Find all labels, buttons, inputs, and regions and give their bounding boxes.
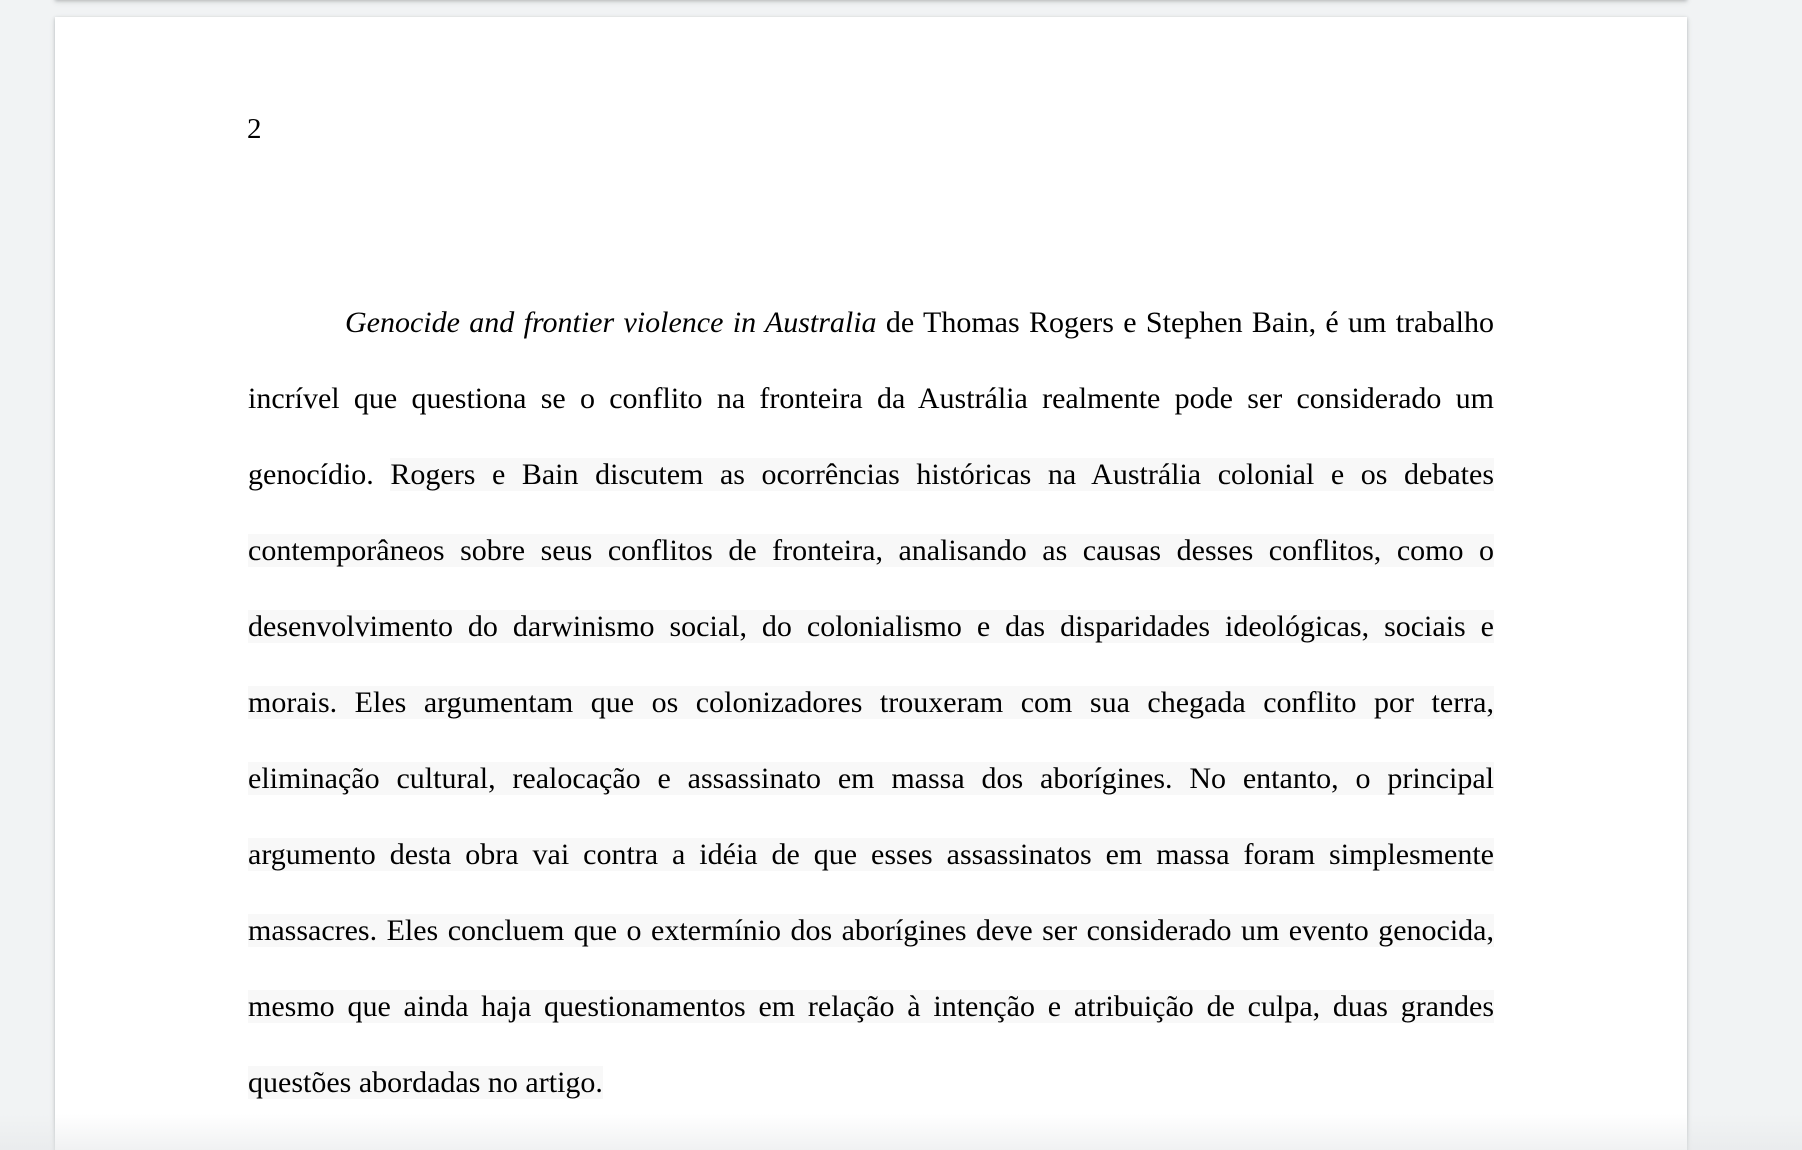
book-title: Genocide and frontier violence in Australia <box>345 306 877 339</box>
document-page[interactable] <box>55 17 1687 1150</box>
paragraph-text: de Thomas Rogers e Stephen Bain, é um trabalho incrível que questiona se o conflito na fronteira da Austrália realmente pode ser considerado um genocídio. <box>248 306 1494 491</box>
body-paragraph[interactable] <box>248 285 1494 1121</box>
page-number: 2 <box>247 113 262 145</box>
highlighted-text: Rogers e Bain discutem as ocorrências históricas na Austrália colonial e os debates contemporâneos sobre seus conflitos de fronteira, analisando as causas desses conflitos, como o desenvolvimento do darwinismo social, do colonialismo e das disparidades ideológicas, sociais e morais. Eles argumentam que os colonizadores trouxeram com sua chegada conflito por terra, eliminação cultural, realocação e assassinato em massa dos aborígines. No entanto, o principal argumento desta obra vai contra a idéia de que esses assassinatos em massa foram simplesmente massacres. Eles concluem que o extermínio dos aborígines deve ser considerado um evento genocida, mesmo que ainda haja questionamentos em relação à intenção e atribuição de culpa, duas grandes questões abordadas no artigo. <box>248 458 1495 1099</box>
